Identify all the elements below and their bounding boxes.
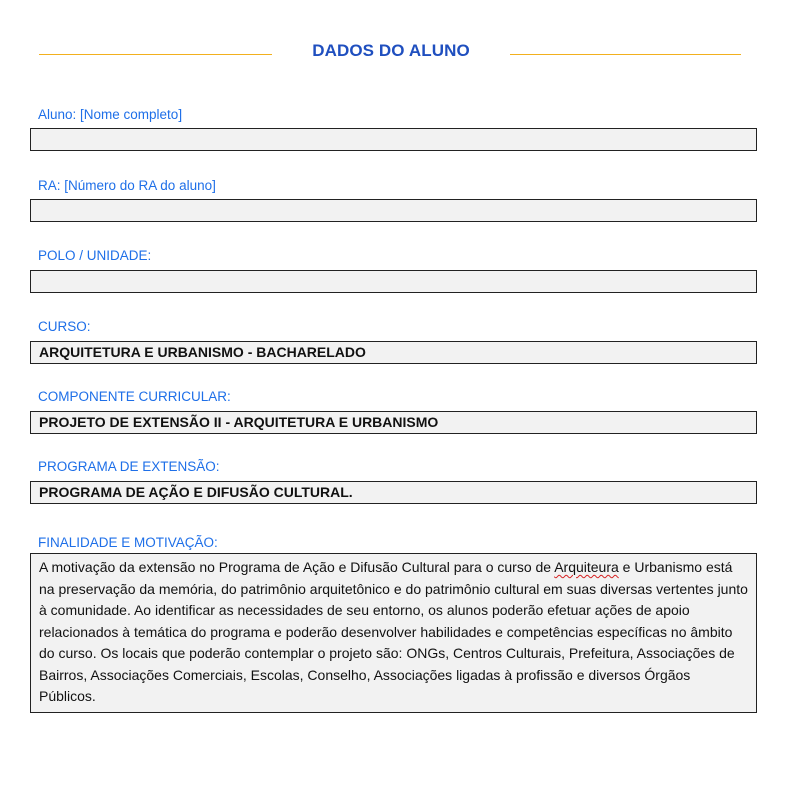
- componente-label: COMPONENTE CURRICULAR:: [38, 389, 231, 404]
- aluno-field[interactable]: [30, 128, 757, 151]
- ra-label: RA: [Número do RA do aluno]: [38, 178, 216, 193]
- aluno-label: Aluno: [Nome completo]: [38, 107, 183, 122]
- ra-field[interactable]: [30, 199, 757, 222]
- curso-field[interactable]: ARQUITETURA E URBANISMO - BACHARELADO: [30, 341, 757, 364]
- componente-field[interactable]: PROJETO DE EXTENSÃO II - ARQUITETURA E URBANISMO: [30, 411, 757, 434]
- section-header: [39, 38, 741, 64]
- curso-label: CURSO:: [38, 319, 91, 334]
- polo-field[interactable]: [30, 270, 757, 293]
- section-title: DADOS DO ALUNO: [312, 41, 470, 60]
- programa-label: PROGRAMA DE EXTENSÃO:: [38, 459, 220, 474]
- finalidade-text-before: A motivação da extensão no Programa de Ação e Difusão Cultural para o curso de: [39, 559, 555, 575]
- finalidade-label: FINALIDADE E MOTIVAÇÃO:: [38, 535, 218, 550]
- finalidade-field[interactable]: [30, 553, 757, 713]
- header-rule-right: [510, 54, 741, 55]
- polo-label: POLO / UNIDADE:: [38, 248, 152, 263]
- finalidade-paragraph: [39, 557, 748, 708]
- misspelled-word: Arquiteura: [554, 559, 619, 575]
- finalidade-text-after: e Urbanismo está na preservação da memória, do patrimônio arquitetônico e do patrimônio cultural em suas diversas vertentes junto à comunidade. Ao identificar as necessidades de seu entorno, os alunos poderão efetuar ações de apoio relacionados à temática do programa e poderão desenvolver habilidades e competências específicas no âmbito do curso. Os locais que poderão contemplar o projeto são: ONGs, Centros Culturais, Prefeitura, Associações de Bairros, Associações Comerciais, Escolas, Conselho, Associações ligadas à profissão e diversos Órgãos Públicos.: [39, 559, 748, 704]
- programa-field[interactable]: PROGRAMA DE AÇÃO E DIFUSÃO CULTURAL.: [30, 481, 757, 504]
- header-rule-left: [39, 54, 272, 55]
